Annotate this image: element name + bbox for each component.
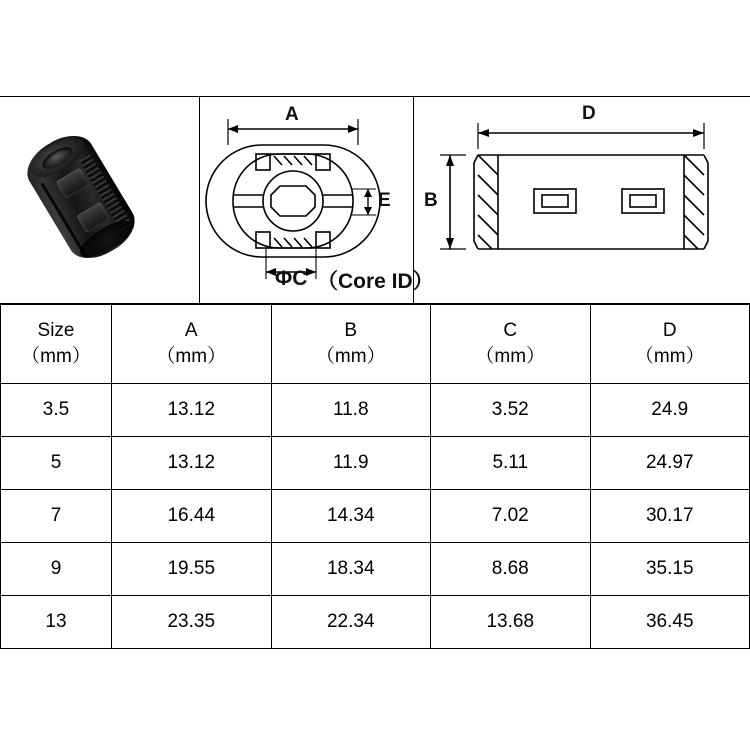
side-view-svg	[414, 97, 750, 303]
spec-table	[0, 304, 750, 649]
table-header-a-line1: A	[184, 320, 198, 342]
cell-size: 3.5	[1, 384, 112, 437]
dimension-label-d: D	[582, 103, 596, 124]
cell-a: 13.12	[112, 384, 272, 437]
cell-a: 16.44	[112, 490, 272, 543]
table-header-d-line2: （mm）	[634, 346, 705, 367]
cell-a: 13.12	[112, 437, 272, 490]
table-row	[1, 384, 750, 437]
table-header-c	[431, 305, 591, 384]
table-header-row	[1, 305, 750, 384]
table-header-size	[1, 305, 112, 384]
cell-d: 36.45	[590, 596, 750, 649]
dimension-label-b: B	[424, 190, 438, 211]
cell-a: 23.35	[112, 596, 272, 649]
cell-b: 18.34	[271, 543, 431, 596]
cell-b: 11.8	[271, 384, 431, 437]
cell-c: 3.52	[431, 384, 591, 437]
table-row	[1, 437, 750, 490]
cell-d: 35.15	[590, 543, 750, 596]
cell-size: 5	[1, 437, 112, 490]
cell-d: 30.17	[590, 490, 750, 543]
cell-c: 7.02	[431, 490, 591, 543]
table-header-c-line2: （mm）	[475, 346, 546, 367]
side-view-drawing	[414, 97, 750, 303]
table-header-d-line1: D	[662, 320, 677, 342]
table-header-size-line1: Size	[37, 320, 75, 342]
front-view-drawing	[200, 97, 434, 303]
cell-size: 13	[1, 596, 112, 649]
cell-d: 24.97	[590, 437, 750, 490]
cell-c: 13.68	[431, 596, 591, 649]
cell-c: 5.11	[431, 437, 591, 490]
ferrite-clamp-photo	[0, 97, 199, 303]
table-header-a-line2: （mm）	[156, 346, 227, 367]
diagram-band	[0, 96, 750, 304]
table-header-size-line2: （mm）	[21, 346, 91, 367]
table-header-d	[590, 305, 750, 384]
cell-size: 9	[1, 543, 112, 596]
table-header-b-line1: B	[344, 320, 358, 342]
cell-b: 22.34	[271, 596, 431, 649]
dimension-label-e: E	[378, 190, 391, 211]
clamp-body-illustration	[18, 125, 144, 268]
dimension-label-core-id-symbol: ΦC	[275, 267, 308, 290]
table-header-b-line2: （mm）	[315, 346, 386, 367]
cell-b: 11.9	[271, 437, 431, 490]
table-header-b	[271, 305, 431, 384]
cell-a: 19.55	[112, 543, 272, 596]
dimension-label-a: A	[285, 104, 299, 125]
table-header-a	[112, 305, 272, 384]
table-row	[1, 490, 750, 543]
table-header-c-line1: C	[503, 320, 518, 342]
cell-d: 24.9	[590, 384, 750, 437]
cell-size: 7	[1, 490, 112, 543]
table-row	[1, 543, 750, 596]
cell-b: 14.34	[271, 490, 431, 543]
dimension-label-core-id-text: （Core ID）	[317, 270, 434, 293]
table-row	[1, 596, 750, 649]
cell-c: 8.68	[431, 543, 591, 596]
